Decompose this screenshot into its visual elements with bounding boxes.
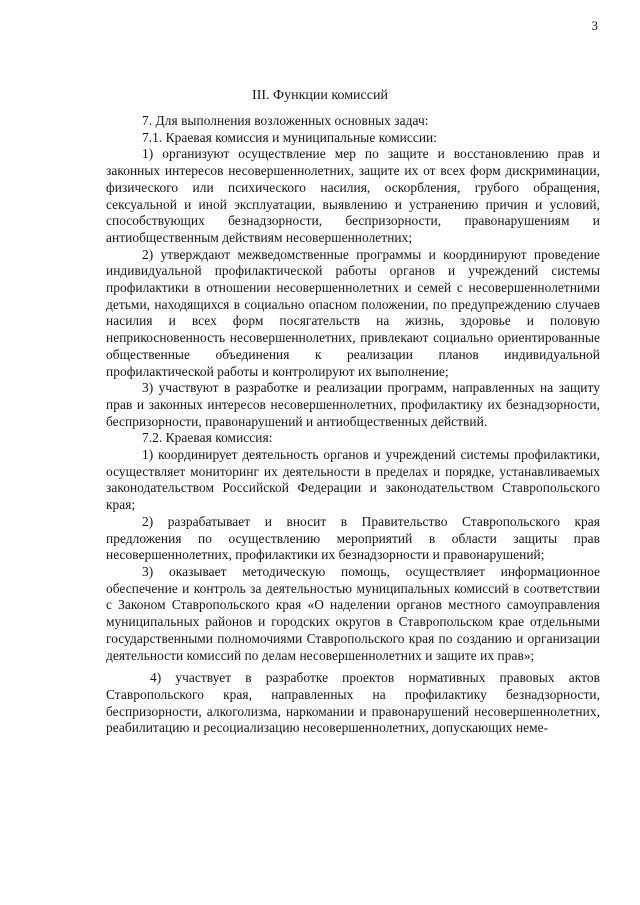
- paragraph-7-2-item-1: 1) координирует деятельность органов и учреждений системы профилактики, осуществляет мониторинг их деятельности в пределах и порядке, устанавливаемых законодательством Российской Федерации и законодательством Ставропольского края;: [106, 447, 600, 513]
- page-number: 3: [591, 18, 598, 33]
- section-heading: III. Функции комиссий: [252, 88, 388, 103]
- paragraph-7-2-item-2: 2) разрабатывает и вносит в Правительство Ставропольского края предложения по осуществлению мероприятий в области защиты прав несовершеннолетних, профилактики их безнадзорности и правонарушений;: [106, 513, 600, 563]
- paragraph-7-1-item-2: 2) утверждают межведомственные программы и координируют проведение индивидуальной профилактической работы органов и учреждений системы профилактики в отношении несовершеннолетних и семей с несовершеннолетними детьми, находящихся в социально опасном положении, по предупреждению случаев насилия и всех форм посягательств на жизнь, здоровье и половую неприкосновенность несовершеннолетних, привлекают социально ориентированные общественные объединения к реализации планов индивидуальной профилактической работы и контролируют их выполнение;: [106, 246, 600, 379]
- paragraph-7-2-item-4: 4) участвует в разработке проектов нормативных правовых актов Ставропольского края, направленных на профилактику безнадзорности, беспризорности, алкоголизма, наркомании и правонарушений несовершеннолетних, реабилитацию и ресоциализацию несовершеннолетних, допускающих неме-: [106, 670, 600, 736]
- paragraph-7-2-item-3: 3) оказывает методическую помощь, осуществляет информационное обеспечение и контроль за деятельностью муниципальных комиссий в соответствии с Законом Ставропольского края «О наделении органов местного самоуправления муниципальных районов и городских округов в Ставропольском крае отдельными государственными полномочиями Ставропольского края по созданию и организации деятельности комиссий по делам несовершеннолетних и защите их прав»;: [106, 563, 600, 663]
- paragraph-7-1-item-1: 1) организуют осуществление мер по защите и восстановлению прав и законных интересов несовершеннолетних, защите их от всех форм дискриминации, физического или психического насилия, оскорбления, грубого обращения, сексуальной и иной эксплуатации, выявлению и устранению причин и условий, способствующих безнадзорности, беспризорности, правонарушениям и антиобщественным действиям несовершеннолетних;: [106, 146, 600, 245]
- paragraph-7-1: 7.1. Краевая комиссия и муниципальные комиссии:: [142, 129, 438, 145]
- document-body: [106, 113, 600, 737]
- paragraph-intro: 7. Для выполнения возложенных основных задач:: [142, 113, 429, 128]
- paragraph-7-2: 7.2. Краевая комиссия:: [142, 430, 273, 446]
- paragraph-7-1-item-3: 3) участвуют в разработке и реализации программ, направленных на защиту прав и законных интересов несовершеннолетних, профилактику их безнадзорности, беспризорности, правонарушений и антиобщественных действий.: [106, 380, 600, 429]
